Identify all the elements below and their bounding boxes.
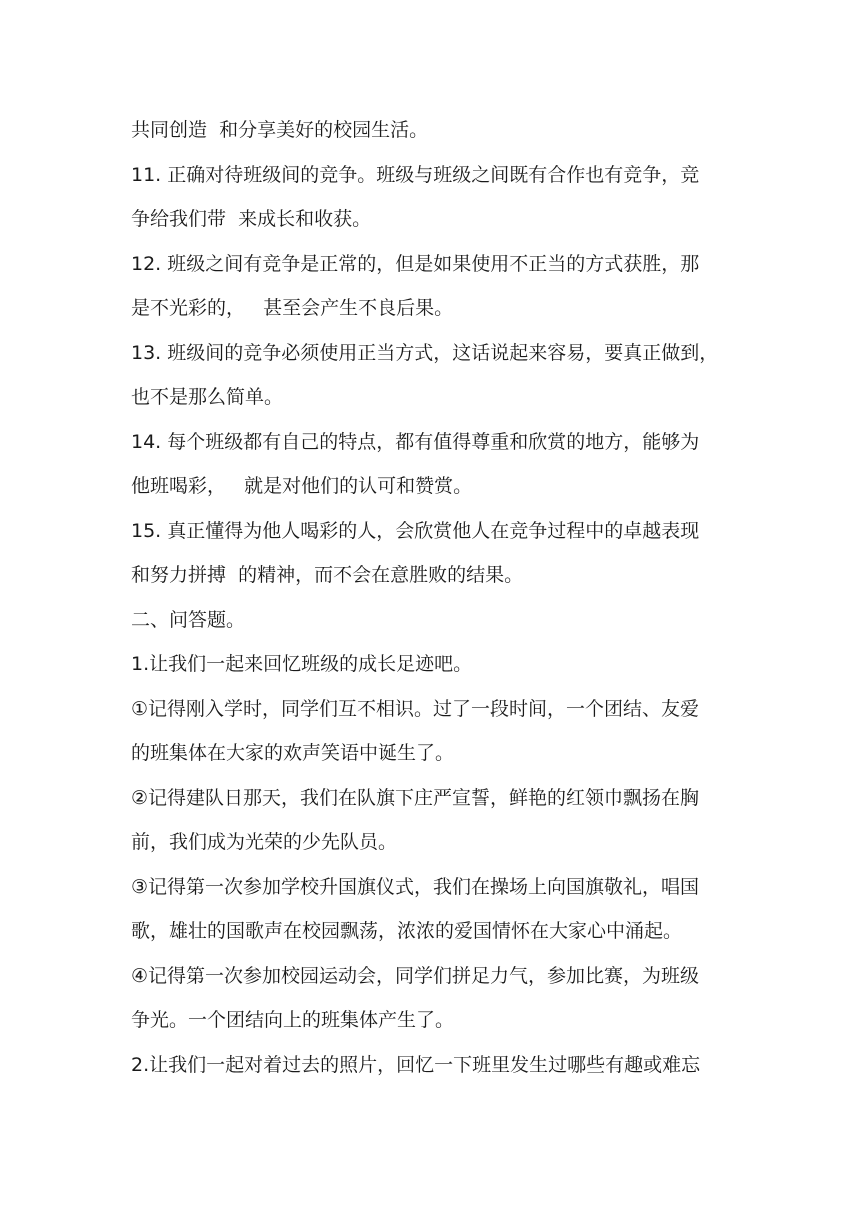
text-line: 15. 真正懂得为他人喝彩的人，会欣赏他人在竞争过程中的卓越表现 xyxy=(131,519,700,542)
text-line: 13. 班级间的竞争必须使用正当方式，这话说起来容易，要真正做到， xyxy=(131,341,719,364)
section-heading: 二、问答题。 xyxy=(131,608,246,631)
text-line: 11. 正确对待班级间的竞争。班级与班级之间既有合作也有竞争，竞 xyxy=(131,163,700,186)
text-line: 的班集体在大家的欢声笑语中诞生了。 xyxy=(131,742,455,764)
text-line: 也不是那么简单。 xyxy=(131,386,284,408)
text-line: 14. 每个班级都有自己的特点，都有值得尊重和欣赏的地方，能够为 xyxy=(131,430,700,453)
text-line: 歌，雄壮的国歌声在校园飘荡，浓浓的爱国情怀在大家心中涌起。 xyxy=(131,920,683,942)
text-line: 是不光彩的， 甚至会产生不良后果。 xyxy=(131,297,454,319)
document-body xyxy=(131,108,733,1087)
text-line: 他班喝彩， 就是对他们的认可和赞赏。 xyxy=(131,475,473,497)
text-line: ③记得第一次参加学校升国旗仪式，我们在操场上向国旗敬礼，唱国 xyxy=(131,875,700,898)
text-line: ②记得建队日那天，我们在队旗下庄严宣誓，鲜艳的红领巾飘扬在胸 xyxy=(131,786,700,809)
text-line: 争给我们带 来成长和收获。 xyxy=(131,208,372,230)
text-line: 争光。一个团结向上的班集体产生了。 xyxy=(131,1009,455,1031)
text-line: ①记得刚入学时，同学们互不相识。过了一段时间，一个团结、友爱 xyxy=(131,697,700,720)
text-line: 共同创造 和分享美好的校园生活。 xyxy=(131,119,429,141)
text-line: ④记得第一次参加校园运动会，同学们拼足力气，参加比赛，为班级 xyxy=(131,964,700,987)
text-line: 12. 班级之间有竞争是正常的，但是如果使用不正当的方式获胜，那 xyxy=(131,252,700,275)
text-line: 和努力拼搏 的精神，而不会在意胜败的结果。 xyxy=(131,564,524,586)
text-line: 前，我们成为光荣的少先队员。 xyxy=(131,831,398,853)
question-line: 2.让我们一起对着过去的照片，回忆一下班里发生过哪些有趣或难忘 xyxy=(131,1053,701,1076)
question-line: 1.让我们一起来回忆班级的成长足迹吧。 xyxy=(131,653,473,675)
